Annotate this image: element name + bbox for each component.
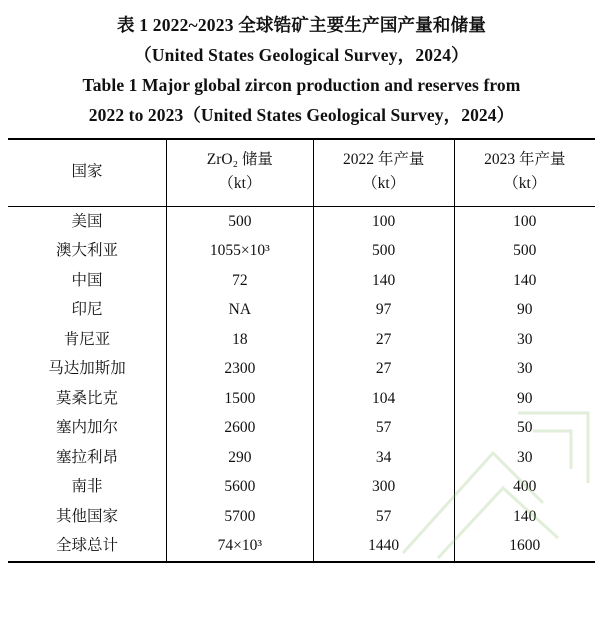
cell-reserves: 2600: [166, 414, 313, 443]
header-reserves-label: ZrO₂ 储量: [206, 151, 273, 169]
cell-reserves: 5600: [166, 473, 313, 502]
header-country-label: 国家: [71, 163, 103, 181]
table-row: [8, 266, 595, 295]
table-row: [8, 237, 595, 266]
cell-country: 莫桑比克: [55, 389, 118, 407]
header-production-2023-unit: （kt）: [503, 175, 547, 193]
cell-production-2023: 1600: [454, 532, 595, 562]
zircon-production-table: [8, 138, 595, 563]
cell-reserves: 2300: [166, 355, 313, 384]
cell-production-2022: 27: [313, 355, 454, 384]
cell-production-2023: 500: [454, 237, 595, 266]
cell-country: 中国: [71, 271, 103, 289]
cell-production-2022: 1440: [313, 532, 454, 562]
cell-production-2023: 140: [454, 266, 595, 295]
cell-reserves: 500: [166, 207, 313, 237]
cell-country: 塞内加尔: [55, 419, 118, 437]
cell-production-2022: 500: [313, 237, 454, 266]
cell-production-2022: 100: [313, 207, 454, 237]
cell-reserves: 74×10³: [166, 532, 313, 562]
table-header-row: [8, 139, 595, 207]
table-row: [8, 473, 595, 502]
caption-english-line1: Table 1 Major global zircon production and reserves from: [82, 75, 521, 96]
table-row: [8, 296, 595, 325]
cell-country: 塞拉利昂: [55, 448, 118, 466]
cell-production-2022: 104: [313, 384, 454, 413]
table-row: [8, 207, 595, 237]
cell-production-2023: 90: [454, 384, 595, 413]
caption-chinese-source: （United States Geological Survey，2024）: [134, 45, 469, 66]
header-reserves: [166, 139, 313, 207]
cell-production-2023: 90: [454, 296, 595, 325]
header-production-2023-label: 2023 年产量: [484, 151, 566, 169]
cell-production-2023: 50: [454, 414, 595, 443]
header-country: [8, 139, 166, 207]
table-row: [8, 325, 595, 354]
cell-reserves: 1500: [166, 384, 313, 413]
cell-reserves: 1055×10³: [166, 237, 313, 266]
cell-reserves: 290: [166, 443, 313, 472]
cell-production-2023: 100: [454, 207, 595, 237]
header-production-2023: [454, 139, 595, 207]
header-reserves-unit: （kt）: [218, 175, 262, 193]
cell-production-2022: 140: [313, 266, 454, 295]
cell-country: 全球总计: [55, 537, 118, 555]
cell-country: 美国: [71, 212, 103, 230]
cell-reserves: NA: [166, 296, 313, 325]
cell-production-2022: 34: [313, 443, 454, 472]
header-production-2022: [313, 139, 454, 207]
cell-reserves: 5700: [166, 502, 313, 531]
cell-country: 澳大利亚: [55, 242, 118, 260]
cell-country: 南非: [71, 478, 103, 496]
table-row: [8, 384, 595, 413]
cell-production-2022: 27: [313, 325, 454, 354]
cell-production-2022: 57: [313, 502, 454, 531]
cell-production-2022: 97: [313, 296, 454, 325]
cell-production-2023: 30: [454, 443, 595, 472]
cell-production-2023: 140: [454, 502, 595, 531]
cell-production-2022: 57: [313, 414, 454, 443]
header-production-2022-label: 2022 年产量: [342, 151, 425, 169]
header-production-2022-unit: （kt）: [362, 175, 406, 193]
cell-reserves: 18: [166, 325, 313, 354]
caption-chinese-line1: 表 1 2022~2023 全球锆矿主要生产国产量和储量: [116, 15, 487, 35]
table-row: [8, 443, 595, 472]
table-row: [8, 414, 595, 443]
cell-reserves: 72: [166, 266, 313, 295]
cell-country: 肯尼亚: [63, 330, 111, 348]
table-body: [8, 207, 595, 562]
cell-production-2023: 400: [454, 473, 595, 502]
table-row: [8, 355, 595, 384]
cell-country: 印尼: [71, 301, 103, 319]
cell-production-2023: 30: [454, 325, 595, 354]
cell-production-2023: 30: [454, 355, 595, 384]
cell-production-2022: 300: [313, 473, 454, 502]
caption-english-line2: 2022 to 2023（United States Geological Survey，2024）: [88, 105, 515, 126]
cell-country: 其他国家: [55, 507, 118, 525]
table-row-total: [8, 532, 595, 562]
cell-country: 马达加斯加: [48, 360, 126, 378]
table-row: [8, 502, 595, 531]
